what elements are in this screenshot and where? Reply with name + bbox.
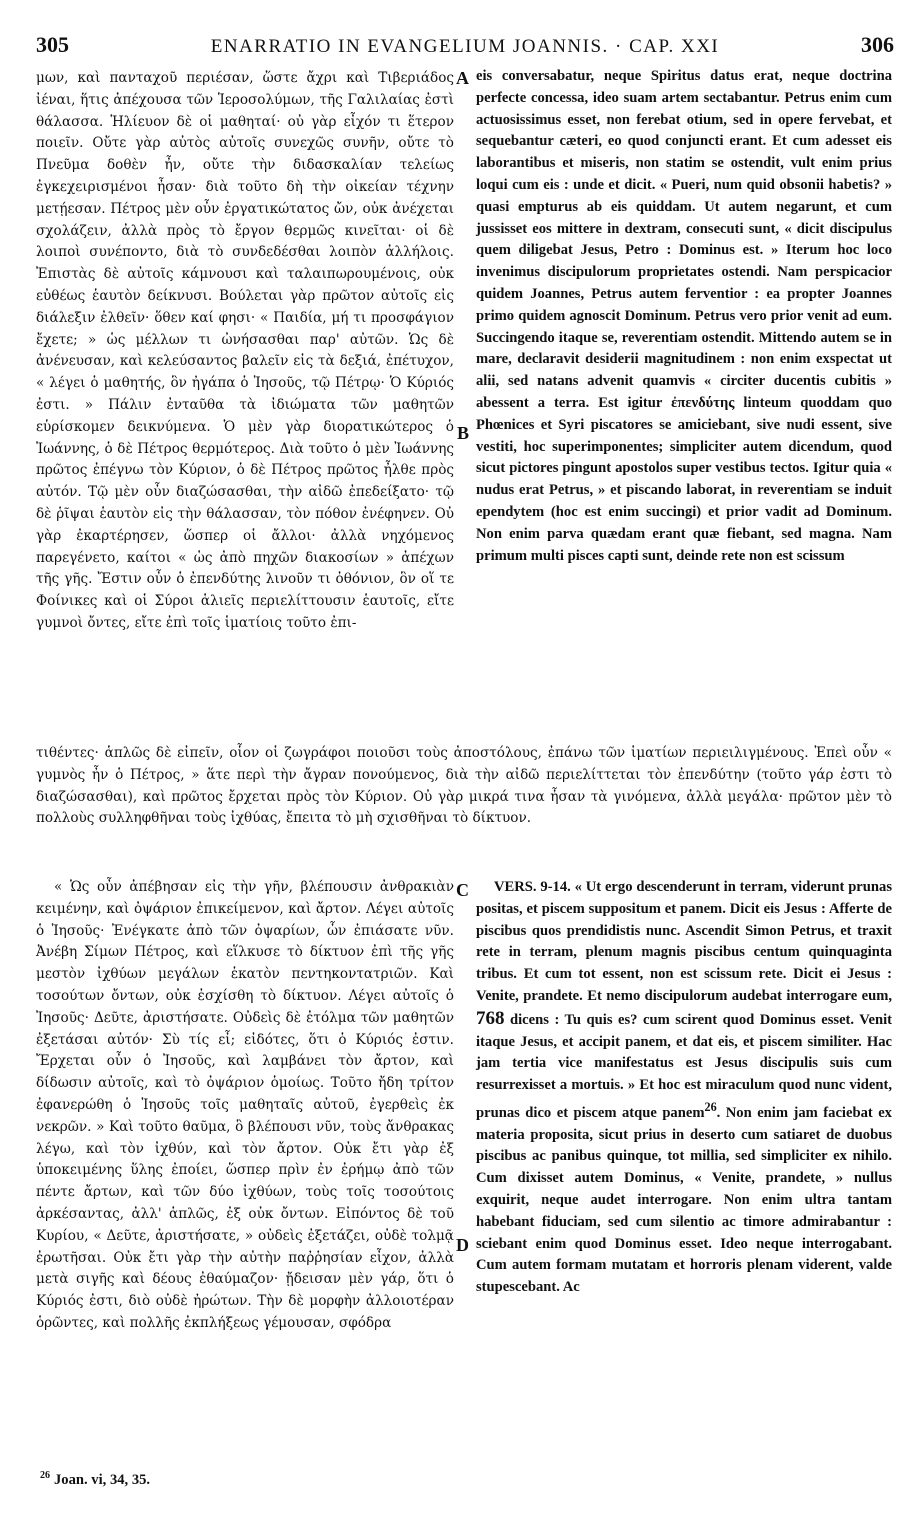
column-number: 768 (476, 1007, 505, 1029)
greek-column-top (36, 68, 454, 635)
footnote-reference: 26 (704, 1099, 717, 1114)
page-header (36, 32, 894, 62)
section-marker-d: D (456, 1235, 469, 1255)
footnote-text: Joan. vi, 34, 35. (54, 1471, 151, 1488)
latin-text: VERS. 9-14. « Ut ergo descenderunt in terram, viderunt prunas positas, et piscem suppositum et panem. Dicit eis Jesus : Afferte de piscibus quos prendidistis nunc. Ascendit Simon Petrus, et traxit rete in terram, plenum magnis piscibus centum quinquaginta tribus. Et cum tot essent, non est scissum rete. Dicit ei Jesus : Venite, prandete. Et nemo discipulorum audebat interrogare eum, (476, 879, 892, 1004)
latin-column-top (476, 66, 892, 567)
greek-full-width-paragraph: τιθέντες· ἁπλῶς δὲ εἰπεῖν, οἷον οἱ ζωγράφοι ποιοῦσι τοὺς ἀποστόλους, ἐπάνω τῶν ἱματίων περιειλιγμένους. Ἐπεὶ οὖν « γυμνὸς ἦν ὁ Πέτρος, » ἅτε περὶ τὴν ἄγραν πονούμενος, διὰ τὴν αἰδῶ περιελίττεται τὸν ἐπενδύτην (τοῦτο γάρ ἐστι τὸ διαζώσασθαι), καὶ πρῶτος ἔρχεται πρὸς τὸν Κύριον. Οὐ γὰρ μικρά τινα ἦσαν τὰ γινόμενα, ἀλλὰ μεγάλα· πρῶτον μὲν τὸ πολλοὺς συλληφθῆναι τοὺς ἰχθύας, ἔπειτα τὸ μὴ σχισθῆναι τὸ δίκτυον. (36, 745, 892, 827)
latin-text: . Non enim jam faciebat ex materia proposita, sicut prius in deserto cum satiaret de duobus piscibus ac panibus quinque, tot millia, sed simpliciter ex nihilo. Cum dixisset autem Dominus, « Venite, prandete, » nullus exquirit, neque audet interrogare. Non enim ultra tantam habebant fiduciam, sed cum silentio ac timore admirabantur : sciebant enim quod Dominus esset. Ideo neque interrogabant. Cum autem formam mutatam et horroris plenam viderent, valde stupescebant. Ac (476, 1104, 892, 1296)
latin-text: dicens : Tu quis es? cum scirent quod Dominus esset. Venit itaque Jesus, et accipit panem, et dat eis, et piscem similiter. Hac jam tertia vice manifestatus est Jesus discipulis suis cum resurrexisset a mortuis. » Et hoc est miraculum quod nunc vident, prunas dico et piscem atque panem (476, 1011, 892, 1121)
latin-column-bottom (476, 877, 892, 1299)
footnote (40, 1470, 150, 1489)
page-number-left: 305 (36, 32, 69, 57)
latin-paragraph (476, 877, 892, 1299)
running-title: ENARRATIO IN EVANGELIUM JOANNIS. · CAP. XXI (210, 36, 720, 57)
latin-paragraph: eis conversabatur, neque Spiritus datus erat, neque doctrina perfecte concessa, ideo suam artem sectabantur. Petrus enim cum actuosissimus esset, non ferebat otium, sed in opere fervebat, et sequebantur cæteri, eo quod conjuncti erant. Et cum adesset eis laborantibus et miseris, non statim se ostendit, vult enim prius loqui cum eis : unde et dicit. « Pueri, num quid obsonii habetis? » quasi empturus ab eis quiddam. Ut autem negarunt, et cum jussisset eos mittere in dextram, consecuti sunt, « dicit discipulus quem diligebat Jesus, Petro : Dominus est. » Iterum hoc loco invenimus discipulorum proprietates ostendi. Nam perspicacior quidem Joannes, Petrus autem ferventior : ea propter Joannes primo quidem agnoscit Dominum. Petrus vero prior venit ad eum. Succingendo itaque se, reverentiam ostendit. Mittendo autem se in mare, declaravit desiderii magnitudinem : non enim exspectat ut alii, sed natans advenit quamvis « circiter ducentis cubitis » abessent a terra. Est igitur ἐπενδύτης linteum quoddam quo Phœnices et Syri piscatores se amiciebant, sive nudi essent, sive vestiti, hoc superimponentes; simpliciter autem dicendum, quod sicut pictores pingunt apostolos super vestibus tectos. Igitur quia « nudus erat Petrus, » et piscando laborat, in reverentiam se induit ependytem (hoc est enim succingi) et prior vadit ad Dominum. Non enim parva quædam erant quæ fiebant, sed magna. Nam primum multi pisces capti sunt, deinde rete non est scissum (476, 68, 892, 564)
greek-paragraph: μων, καὶ πανταχοῦ περιέσαν, ὥστε ἄχρι καὶ Τιβεριάδος ἰέναι, ἥτις ἀπέχουσα τῶν Ἱεροσολύμων, τῆς Γαλιλαίας ἐστὶ θάλασσα. Ἡλίευον δὲ οἱ μαθηταί· οὐ γὰρ εἶχόν τι ἕτερον ποιεῖν. Οὔτε γὰρ αὐτὸς αὐτοῖς συνεχῶς συνῆν, οὔτε τὸ Πνεῦμα δοθὲν ἦν, οὔτε τὴν διδασκαλίαν τελείως ἐγκεχειρισμένοι ἦσαν· διὰ τοῦτο δὴ τὴν οἰκείαν τέχνην μετῄεσαν. Πέτρος μὲν οὖν ἐργατικώτατος ὤν, οὐκ ἀνέχεται σχολάζειν, ἀλλὰ πρὸς τὸ ἔργον θερμῶς κινεῖται· οἱ δὲ λοιποὶ συνέποντο, διὰ τὸ συνδεδέσθαι λοιπὸν ἀλλήλοις. Ἐπιστὰς δὲ αὐτοῖς κάμνουσι καὶ ταλαιπωρουμένοις, οὐκ εὐθέως ἑαυτὸν δείκνυσι. Βούλεται γὰρ πρῶτον αὐτοῖς εἰς διάλεξιν ἐλθεῖν· ὅθεν καί φησι· « Παιδία, μή τι προσφάγιον ἔχετε; » ὡς μέλλων τι ὠνήσασθαι παρ' αὐτῶν. Ὡς δὲ ἀνένευσαν, καὶ κελεύσαντος βαλεῖν εἰς τὰ δεξιά, ἐπέτυχον, « λέγει ὁ μαθητής, ὃν ἠγάπα ὁ Ἰησοῦς, τῷ Πέτρῳ· Ὁ Κύριός ἐστι. » Πάλιν ἐνταῦθα τὰ ἰδιώματα τῶν μαθητῶν εὑρίσκομεν δεικνύμενα. Ὁ μὲν γὰρ διορατικώτερος ὁ Ἰωάννης, ὁ δὲ Πέτρος θερμότερος. Διὰ τοῦτο ὁ μὲν Ἰωάννης πρῶτος ἐπέγνω τὸν Κύριον, ὁ δὲ Πέτρος πρῶτος ἦλθε πρὸς αὐτόν. Τῷ μὲν οὖν διαζώσασθαι, τὴν αἰδῶ ἐπεδείξατο· τῷ δὲ ῥῖψαι ἑαυτὸν εἰς τὴν θάλασσαν, τὸν πόθον ἐνέφηνεν. Οὐ γὰρ ἐκαρτέρησεν, ὥσπερ οἱ ἄλλοι· ἀλλὰ νηχόμενος παρεγένετο, καίτοι « ὡς ἀπὸ πηχῶν διακοσίων » ἀπέχων τῆς γῆς. Ἔστιν οὖν ὁ ἐπενδύτης λινοῦν τι ὀθόνιον, ὃν οἵ τε Φοίνικες καὶ οἱ Σύροι ἁλιεῖς περιελίττουσιν ἑαυτοῖς, εἴτε γυμνοὶ ὄντες, εἴτε ἐπὶ τοῖς ἱματίοις τοῦτο ἐπι- (36, 70, 454, 631)
section-marker-c: C (456, 880, 469, 900)
page-number-right: 306 (861, 32, 894, 57)
greek-column-bottom (36, 877, 454, 1335)
section-marker-a: A (456, 68, 469, 88)
section-marker-b: B (457, 423, 470, 443)
greek-paragraph: « Ὡς οὖν ἀπέβησαν εἰς τὴν γῆν, βλέπουσιν ἀνθρακιὰν κειμένην, καὶ ὀψάριον ἐπικείμενον, καὶ ἄρτον. Λέγει αὐτοῖς ὁ Ἰησοῦς· Ἐνέγκατε ἀπὸ τῶν ὀψαρίων, ὧν ἐπιάσατε νῦν. Ἀνέβη Σίμων Πέτρος, καὶ εἵλκυσε τὸ δίκτυον ἐπὶ τῆς γῆς μεστὸν ἰχθύων μεγάλων ἑκατὸν πεντηκοντατριῶν. Καὶ τοσούτων ὄντων, οὐκ ἐσχίσθη τὸ δίκτυον. Λέγει αὐτοῖς ὁ Ἰησοῦς· Δεῦτε, ἀριστήσατε. Οὐδεὶς δὲ ἐτόλμα τῶν μαθητῶν ἐξετάσαι αὐτόν· Σὺ τίς εἶ; εἰδότες, ὅτι ὁ Κύριός ἐστιν. Ἔρχεται οὖν ὁ Ἰησοῦς, καὶ λαμβάνει τὸν ἄρτον, καὶ δίδωσιν αὐτοῖς, καὶ τὸ ὀψάριον ὁμοίως. Τοῦτο ἤδη τρίτον ἐφανερώθη ὁ Ἰησοῦς τοῖς μαθηταῖς αὐτοῦ, ἐγερθεὶς ἐκ νεκρῶν. » Καὶ τοῦτο θαῦμα, ὃ βλέπουσι νῦν, τοὺς ἄνθρακας λέγω, καὶ τὸν ἰχθύν, καὶ τὸν ἄρτον. Οὐκ ἔτι γὰρ ἐξ ὑποκειμένης ὕλης ἐποίει, ὥσπερ πρὶν ἐν ἐρήμῳ ἀπὸ τῶν πέντε ἄρτων, καὶ τῶν δύο ἰχθύων, τοὺς τοῖς τοσούτοις ἀρκέσαντας, ἀλλ' ἁπλῶς, ἐξ οὐκ ὄντων. Εἰπόντος δὲ τοῦ Κυρίου, « Δεῦτε, ἀριστήσατε, » οὐδεὶς ἐξετάζει, οὐδὲ τολμᾷ ἐρωτῆσαι. Οὐκ ἔτι γὰρ τὴν αὐτὴν παῤῥησίαν εἶχον, ἀλλὰ μετὰ σιγῆς καὶ δέους ἐθαύμαζον· ᾔδεισαν μὲν γάρ, ὅτι ὁ Κύριός ἐστι, διὸ οὐδὲ ἠρώτων. Τὴν δὲ μορφὴν ἀλλοιοτέραν ὁρῶντες, καὶ πολλῆς ἐκπλήξεως γέμουσαν, σφόδρα (36, 879, 454, 1331)
footnote-mark: 26 (40, 1470, 50, 1481)
